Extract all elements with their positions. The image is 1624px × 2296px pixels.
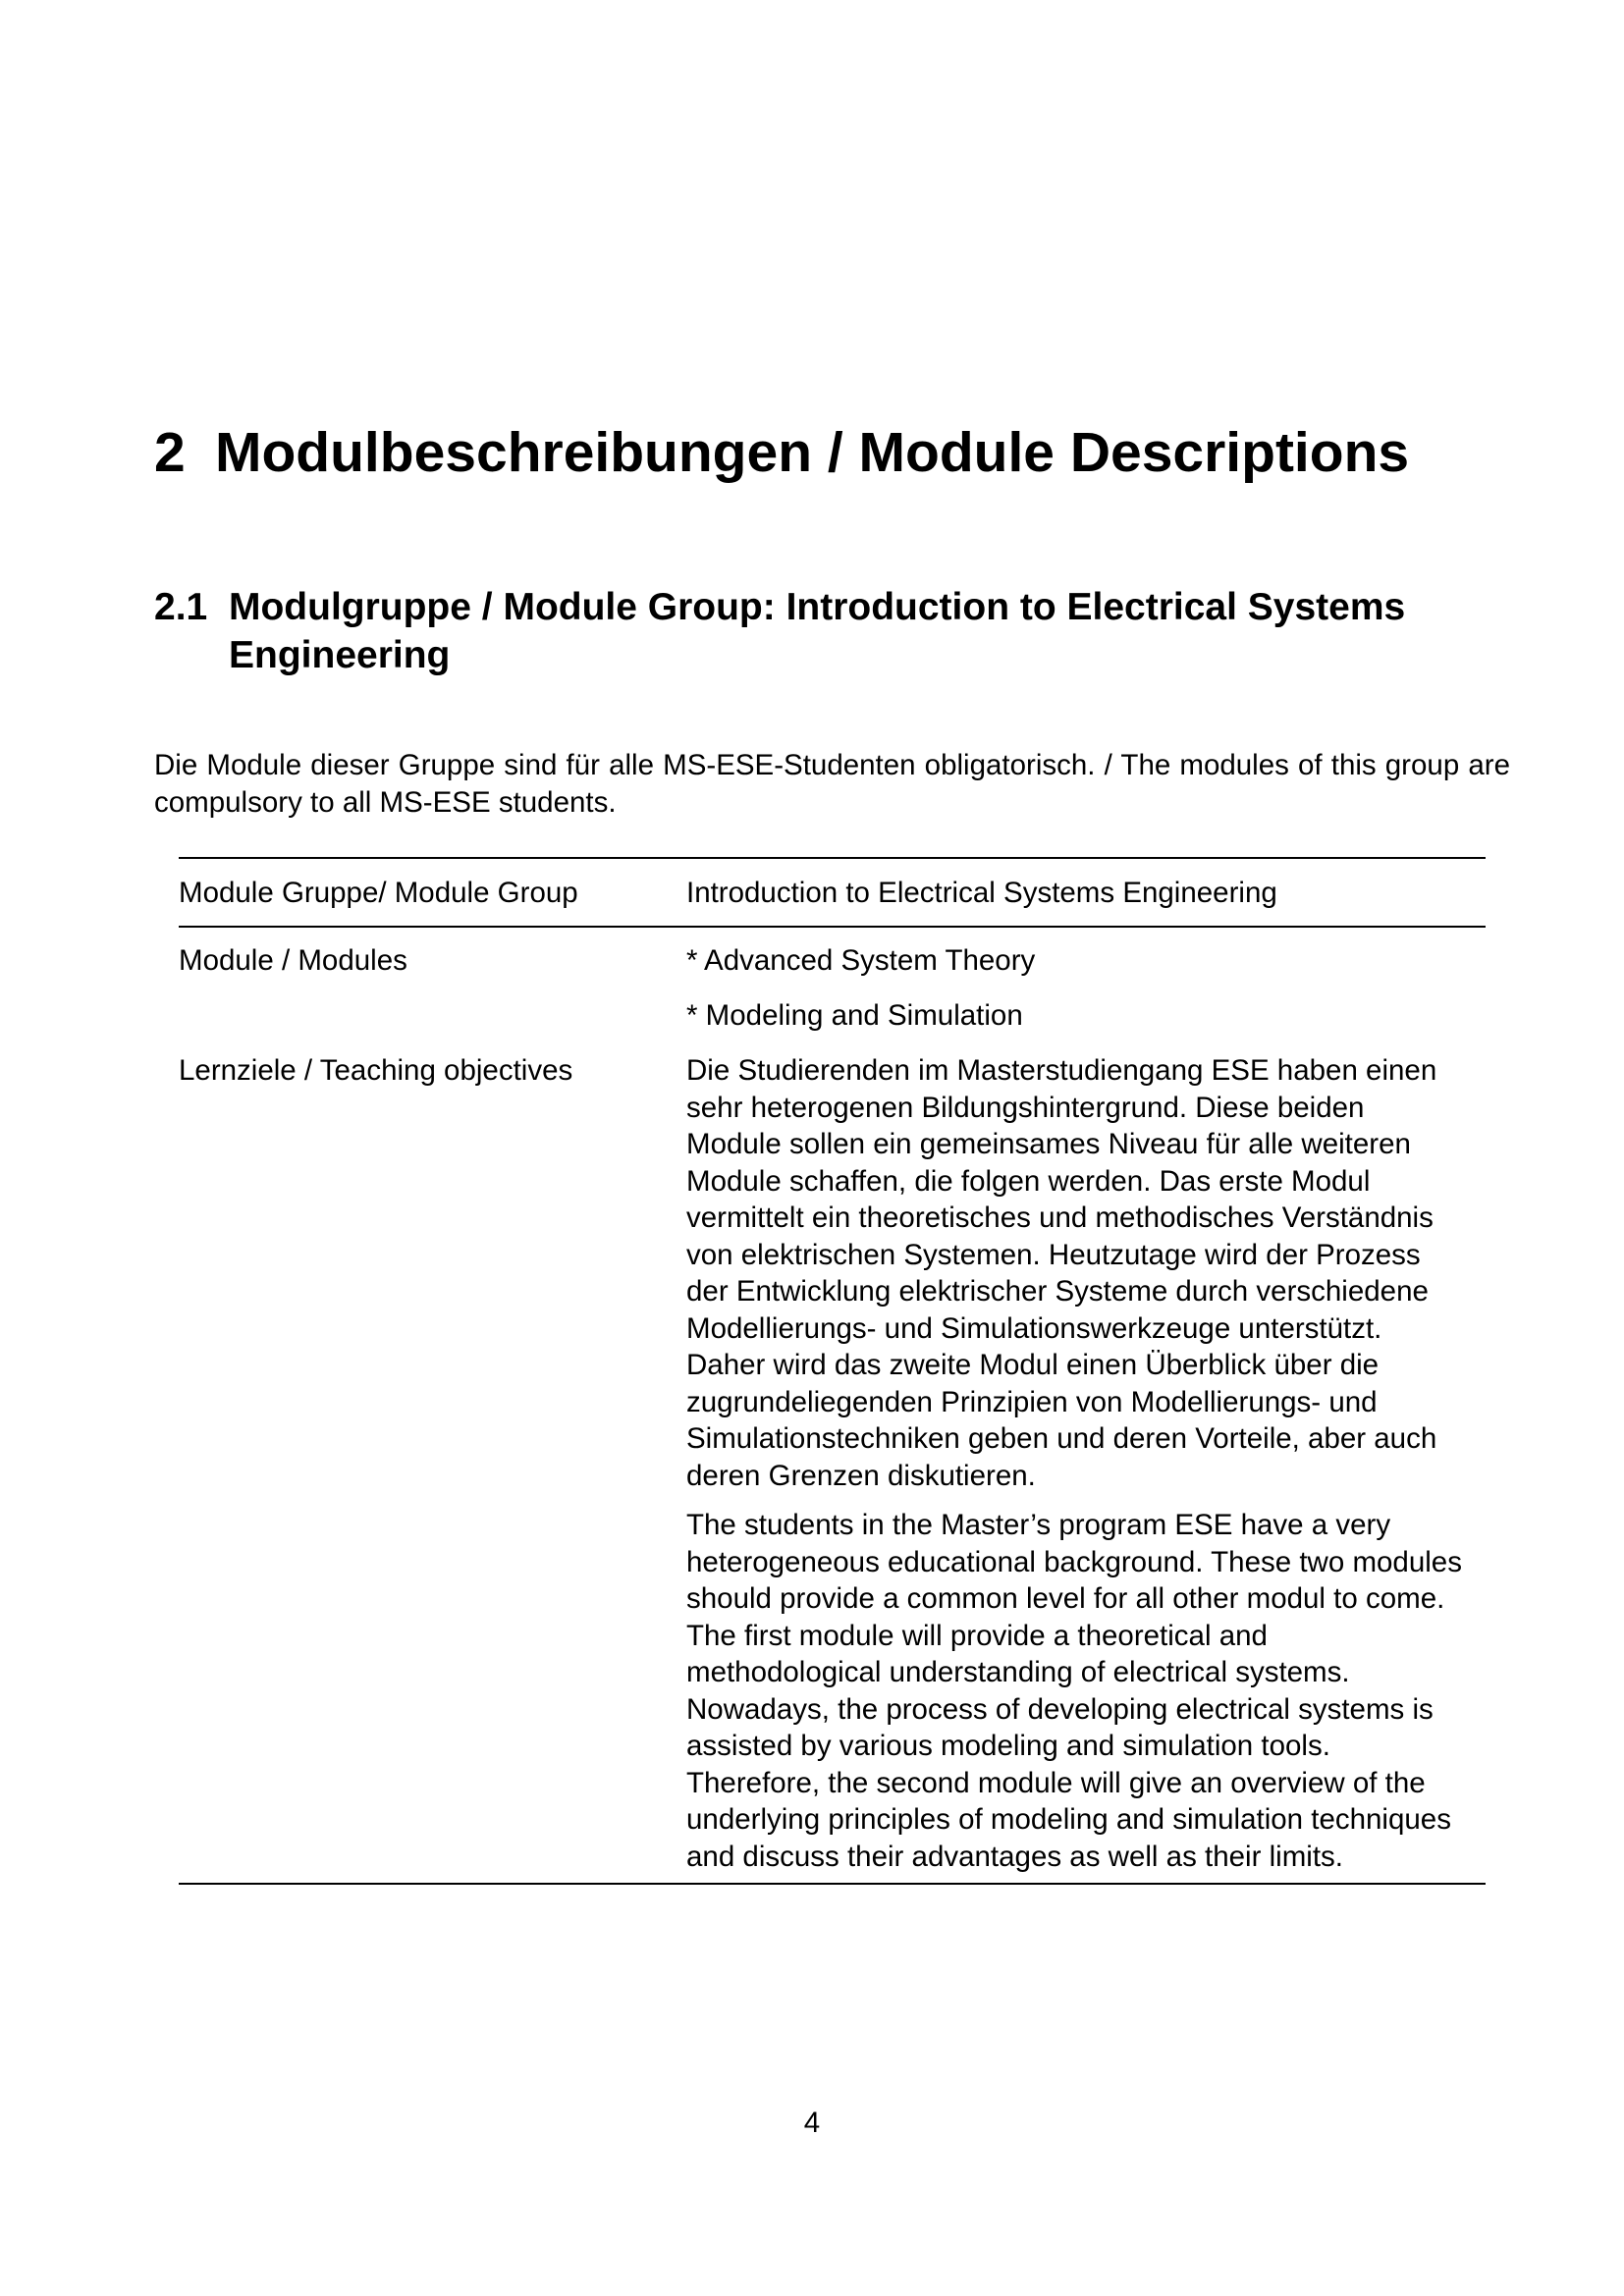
text-line: The students in the Master’s program ESE have a very (686, 1509, 1391, 1541)
text-line: zugrundeliegenden Prinzipien von Modellierungs- und (686, 1385, 1378, 1418)
text-line: and discuss their advantages as well as their limits. (686, 1840, 1343, 1873)
page-number: 4 (803, 2107, 821, 2139)
objectives-german-text (686, 1052, 1491, 1494)
text-line: deren Grenzen diskutieren. (686, 1459, 1036, 1492)
text-line: sehr heterogenen Bildungshintergrund. Diese beiden (686, 1091, 1365, 1124)
chapter-title (154, 422, 1409, 484)
objectives-english-text (686, 1507, 1491, 1875)
text-line: methodological understanding of electrical systems. (686, 1656, 1350, 1688)
table-top-rule (179, 857, 1486, 859)
chapter-title-text: Modulbeschreibungen / Module Descriptions (215, 421, 1410, 484)
table-header-rule (179, 926, 1486, 928)
text-line: assisted by various modeling and simulation tools. (686, 1730, 1330, 1762)
section-number: 2.1 (154, 586, 208, 628)
text-line: The first module will provide a theoretical and (686, 1619, 1268, 1652)
objectives-label-cell: Lernziele / Teaching objectives (179, 1054, 573, 1087)
table-bottom-rule (179, 1883, 1486, 1885)
text-line: Nowadays, the process of developing electrical systems is (686, 1692, 1434, 1726)
intro-paragraph: Die Module dieser Gruppe sind für alle MS-ESE-Studenten obligatorisch. / The modules of this group are compulsory to all MS-ESE students. (154, 749, 1510, 819)
text-line: Simulationstechniken geben und deren Vorteile, aber auch (686, 1422, 1437, 1455)
text-line: heterogeneous educational background. These two modules (686, 1545, 1462, 1578)
text-line: Therefore, the second module will give an overview of the (686, 1766, 1426, 1799)
text-line: Module schaffen, die folgen werden. Das erste Modul (686, 1164, 1371, 1198)
text-line: should provide a common level for all other modul to come. (686, 1582, 1445, 1615)
section-title-text: Modulgruppe / Module Group: Introduction to Electrical Systems Engineering (229, 586, 1406, 676)
header-label-cell: Module Gruppe/ Module Group (179, 877, 578, 909)
module-item: * Advanced System Theory (686, 944, 1036, 977)
text-line: Die Studierenden im Masterstudiengang ESE haben einen (686, 1054, 1437, 1087)
text-line: Daher wird das zweite Modul einen Überblick über die (686, 1349, 1380, 1381)
text-line: underlying principles of modeling and simulation techniques (686, 1803, 1451, 1836)
header-value-cell: Introduction to Electrical Systems Engineering (686, 877, 1277, 909)
text-line: Module sollen ein gemeinsames Niveau für alle weiteren (686, 1128, 1411, 1160)
text-line: vermittelt ein theoretisches und methodisches Verständnis (686, 1201, 1434, 1234)
text-line: der Entwicklung elektrischer Systeme durch verschiedene (686, 1275, 1429, 1308)
text-line: Modellierungs- und Simulationswerkzeuge unterstützt. (686, 1311, 1382, 1345)
module-item: * Modeling and Simulation (686, 999, 1023, 1032)
modules-label-cell: Module / Modules (179, 944, 407, 977)
chapter-number: 2 (154, 421, 186, 484)
section-title (154, 583, 1509, 679)
text-line: von elektrischen Systemen. Heutzutage wird der Prozess (686, 1238, 1421, 1271)
